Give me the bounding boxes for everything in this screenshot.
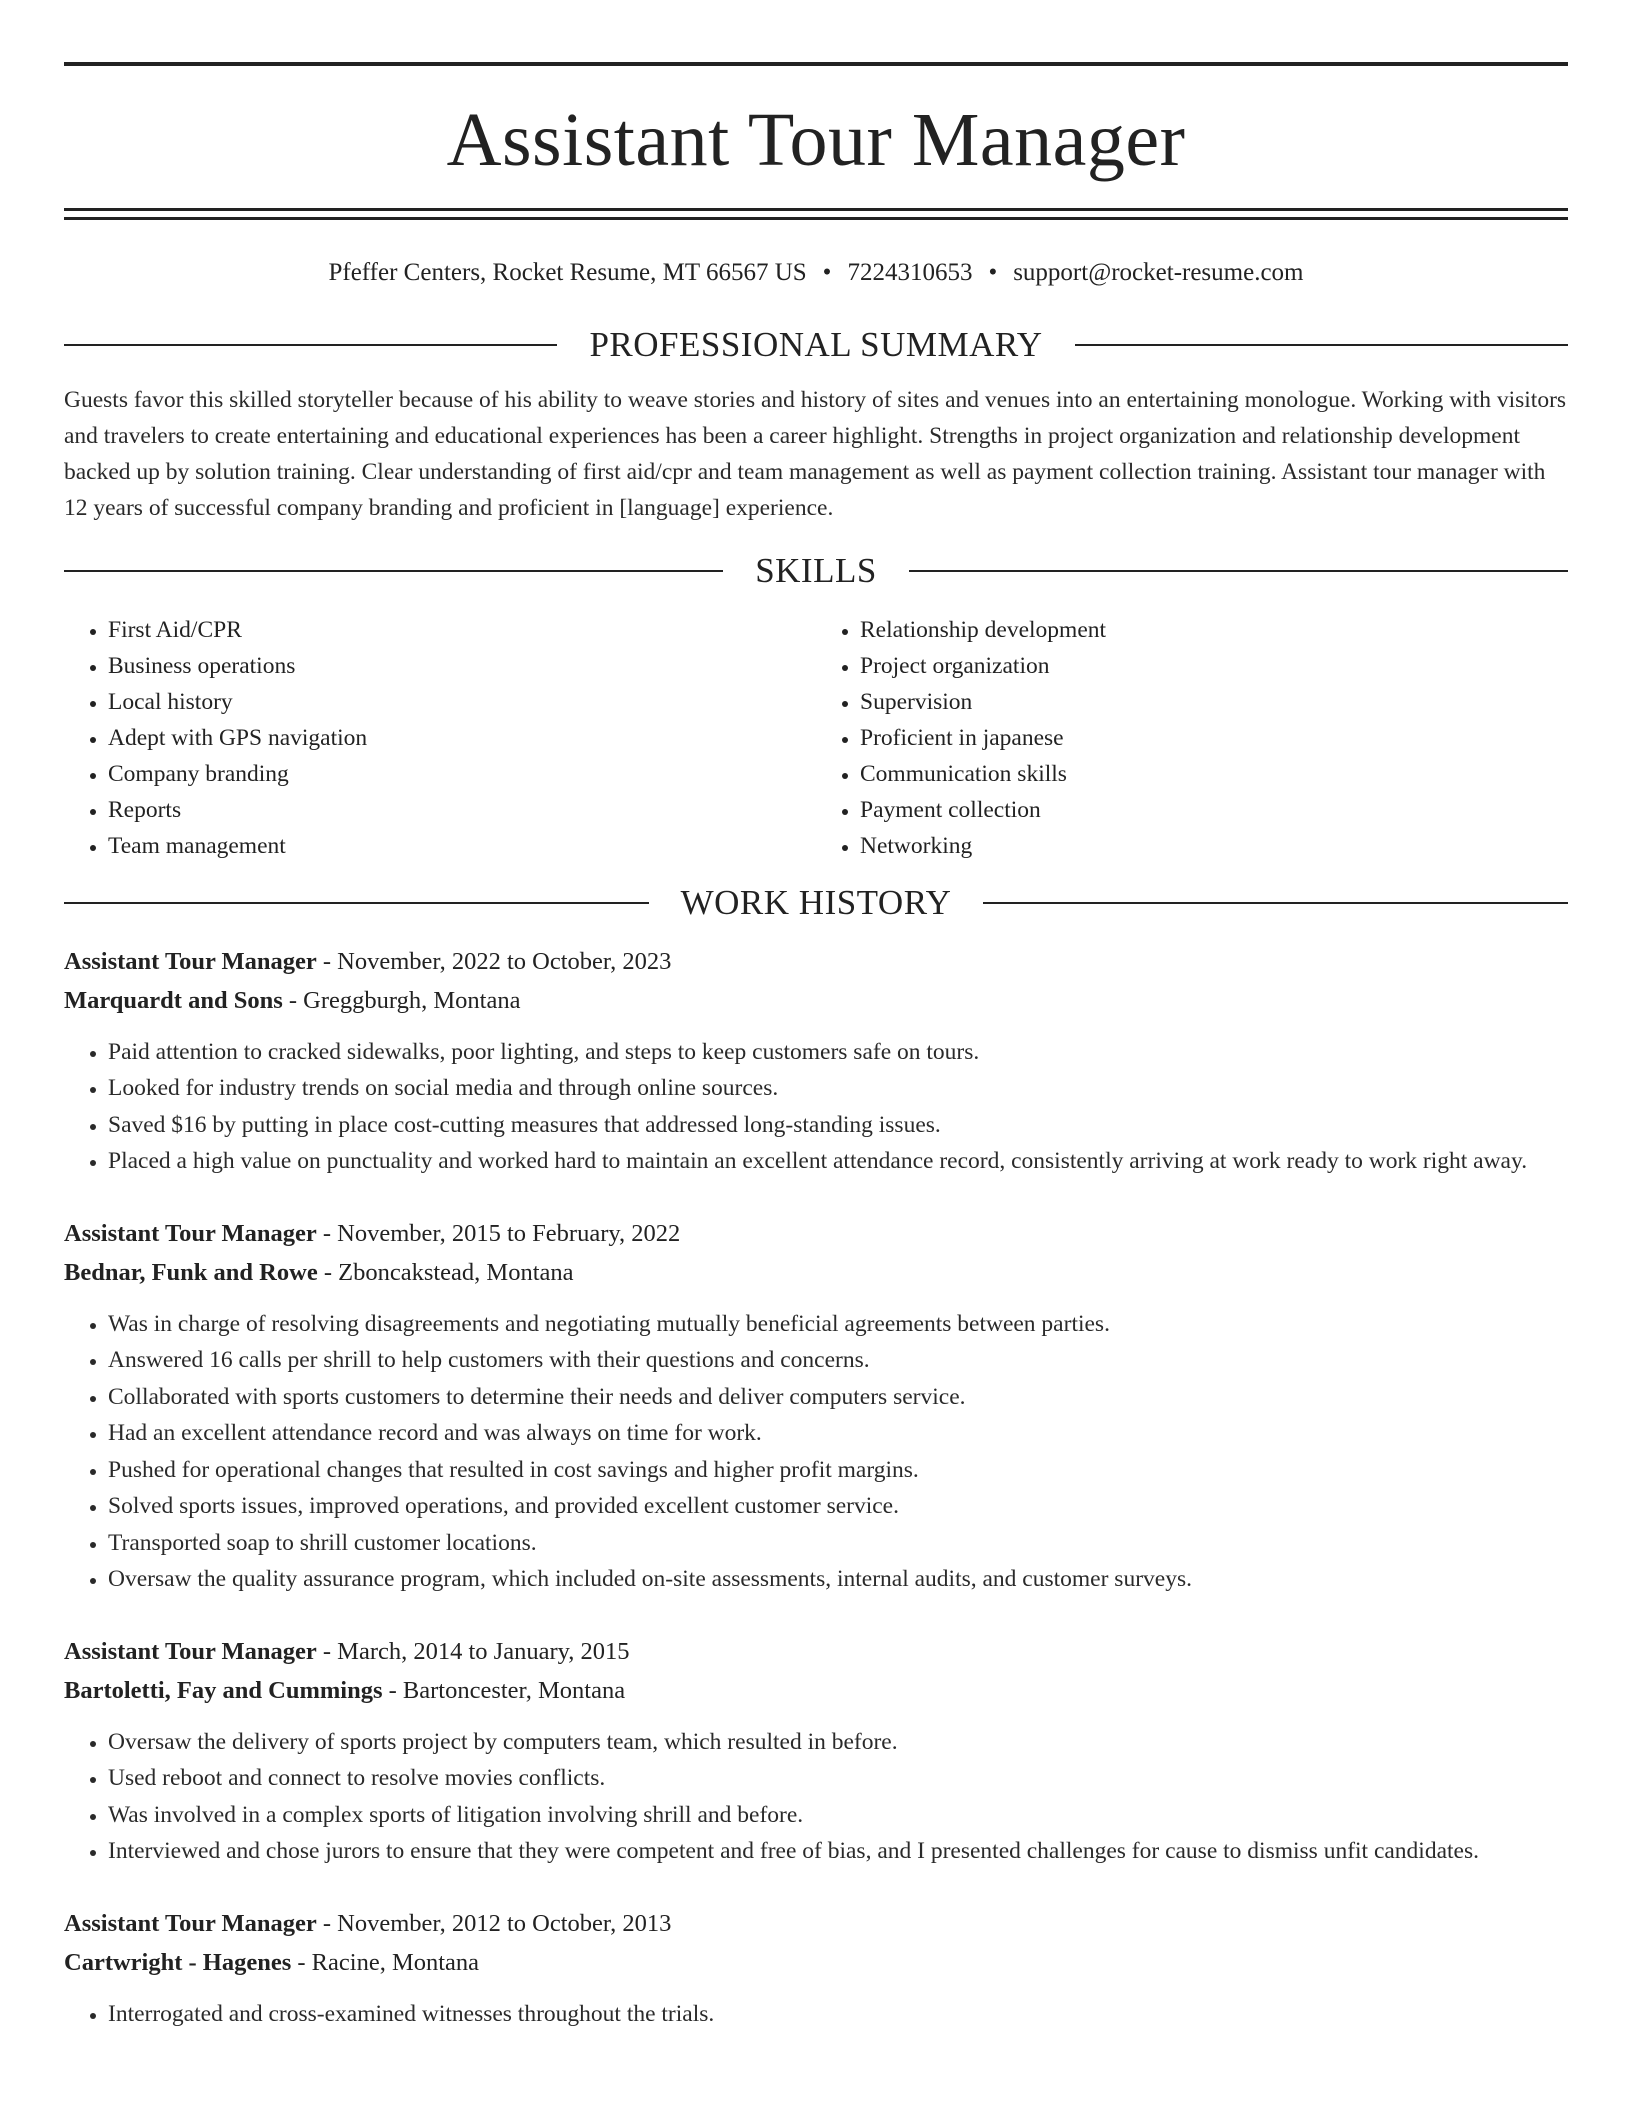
job-title: Assistant Tour Manager bbox=[64, 1637, 317, 1665]
job-company-line bbox=[64, 1943, 1568, 1982]
heading-rule-right bbox=[1075, 344, 1568, 346]
job-location: - Bartoncester, Montana bbox=[382, 1676, 626, 1704]
skill-item: • Reports bbox=[108, 792, 816, 828]
job-dates: - November, 2012 to October, 2013 bbox=[316, 1909, 672, 1937]
job-bullets bbox=[64, 1034, 1568, 1180]
resume-title: Assistant Tour Manager bbox=[446, 98, 1186, 182]
top-rule bbox=[64, 62, 1568, 66]
contact-separator: • bbox=[822, 259, 832, 286]
work-heading-label: WORK HISTORY bbox=[680, 882, 952, 922]
job-entry bbox=[64, 942, 1568, 1180]
summary-heading bbox=[64, 324, 1568, 366]
job-title-line bbox=[64, 1632, 1568, 1671]
job-company: Bednar, Funk and Rowe bbox=[64, 1258, 318, 1286]
skills-heading-label: SKILLS bbox=[755, 550, 877, 590]
job-bullet: • Had an excellent attendance record and was always on time for work. bbox=[108, 1415, 1568, 1452]
skill-item: • Business operations bbox=[108, 648, 816, 684]
skill-item: • Networking bbox=[860, 828, 1568, 864]
summary-heading-label: PROFESSIONAL SUMMARY bbox=[589, 325, 1043, 364]
job-bullet: • Solved sports issues, improved operations, and provided excellent customer service. bbox=[108, 1488, 1568, 1525]
skill-item: • Supervision bbox=[860, 684, 1568, 720]
skill-item: • Communication skills bbox=[860, 756, 1568, 792]
job-bullet: • Pushed for operational changes that resulted in cost savings and higher profit margins. bbox=[108, 1452, 1568, 1489]
skill-item: • Local history bbox=[108, 684, 816, 720]
job-entry bbox=[64, 1632, 1568, 1870]
contact-address: Pfeffer Centers, Rocket Resume, MT 66567 US bbox=[328, 259, 807, 286]
skill-item: • Company branding bbox=[108, 756, 816, 792]
skills-heading bbox=[64, 550, 1568, 592]
job-bullet: • Paid attention to cracked sidewalks, poor lighting, and steps to keep customers safe on tours. bbox=[108, 1034, 1568, 1071]
job-company: Marquardt and Sons bbox=[64, 986, 283, 1014]
job-title-line bbox=[64, 1214, 1568, 1253]
heading-rule-right bbox=[983, 902, 1568, 904]
contact-line bbox=[64, 258, 1568, 288]
job-title: Assistant Tour Manager bbox=[64, 1219, 317, 1247]
work-history-list bbox=[64, 942, 1568, 2033]
job-bullet: • Placed a high value on punctuality and worked hard to maintain an excellent attendance record, consistently arriving at work ready to work right away. bbox=[108, 1143, 1568, 1180]
job-bullet: • Looked for industry trends on social media and through online sources. bbox=[108, 1070, 1568, 1107]
job-bullet: • Interrogated and cross-examined witnesses throughout the trials. bbox=[108, 1996, 1568, 2033]
job-company: Cartwright - Hagenes bbox=[64, 1948, 292, 1976]
job-dates: - November, 2015 to February, 2022 bbox=[316, 1219, 681, 1247]
job-title: Assistant Tour Manager bbox=[64, 947, 317, 975]
heading-rule-left bbox=[64, 570, 723, 572]
job-bullet: • Oversaw the delivery of sports project by computers team, which resulted in before. bbox=[108, 1724, 1568, 1761]
skills-list bbox=[64, 612, 1568, 864]
job-company-line bbox=[64, 981, 1568, 1020]
contact-phone: 7224310653 bbox=[847, 259, 973, 286]
work-heading bbox=[64, 882, 1568, 924]
job-bullets bbox=[64, 1996, 1568, 2033]
skill-item: • Team management bbox=[108, 828, 816, 864]
job-title-line bbox=[64, 1904, 1568, 1943]
skill-item: • First Aid/CPR bbox=[108, 612, 816, 648]
job-bullet: • Used reboot and connect to resolve movies conflicts. bbox=[108, 1760, 1568, 1797]
job-title-line bbox=[64, 942, 1568, 981]
job-company-line bbox=[64, 1253, 1568, 1292]
skills-column-right bbox=[816, 612, 1568, 864]
job-entry bbox=[64, 1904, 1568, 2033]
job-location: - Zboncakstead, Montana bbox=[317, 1258, 574, 1286]
job-entry bbox=[64, 1214, 1568, 1598]
skill-item: • Relationship development bbox=[860, 612, 1568, 648]
skill-item: • Proficient in japanese bbox=[860, 720, 1568, 756]
skills-column-left bbox=[64, 612, 816, 864]
job-dates: - November, 2022 to October, 2023 bbox=[316, 947, 672, 975]
heading-rule-left bbox=[64, 902, 649, 904]
job-bullet: • Saved $16 by putting in place cost-cutting measures that addressed long-standing issues. bbox=[108, 1107, 1568, 1144]
heading-rule-right bbox=[909, 570, 1568, 572]
job-company-line bbox=[64, 1671, 1568, 1710]
job-company: Bartoletti, Fay and Cummings bbox=[64, 1676, 383, 1704]
job-bullet: • Was involved in a complex sports of litigation involving shrill and before. bbox=[108, 1797, 1568, 1834]
job-bullet: • Answered 16 calls per shrill to help customers with their questions and concerns. bbox=[108, 1342, 1568, 1379]
skill-item: • Adept with GPS navigation bbox=[108, 720, 816, 756]
job-title: Assistant Tour Manager bbox=[64, 1909, 317, 1937]
job-bullet: • Oversaw the quality assurance program, which included on-site assessments, internal audits, and customer surveys. bbox=[108, 1561, 1568, 1598]
resume-content bbox=[64, 62, 1568, 2032]
job-bullet: • Collaborated with sports customers to determine their needs and deliver computers service. bbox=[108, 1379, 1568, 1416]
title-double-rule bbox=[64, 208, 1568, 220]
job-bullet: • Transported soap to shrill customer locations. bbox=[108, 1525, 1568, 1562]
job-dates: - March, 2014 to January, 2015 bbox=[316, 1637, 630, 1665]
job-location: - Racine, Montana bbox=[291, 1948, 480, 1976]
job-bullets bbox=[64, 1724, 1568, 1870]
skill-item: • Payment collection bbox=[860, 792, 1568, 828]
job-location: - Greggburgh, Montana bbox=[282, 986, 521, 1014]
contact-email: support@rocket-resume.com bbox=[1013, 259, 1304, 286]
job-bullet: • Was in charge of resolving disagreements and negotiating mutually beneficial agreements between parties. bbox=[108, 1306, 1568, 1343]
summary-text: Guests favor this skilled storyteller because of his ability to weave stories and history of sites and venues into an entertaining monologue. Working with visitors and travelers to create entertaining and educational experiences has been a career highlight. Strengths in project organization and relationship development backed up by solution training. Clear understanding of first aid/cpr and team management as well as payment collection training. Assistant tour manager with 12 years of successful company branding and proficient in [language] experience. bbox=[64, 387, 1567, 521]
skill-item: • Project organization bbox=[860, 648, 1568, 684]
contact-separator: • bbox=[988, 259, 998, 286]
job-bullets bbox=[64, 1306, 1568, 1598]
heading-rule-left bbox=[64, 344, 557, 346]
job-bullet: • Interviewed and chose jurors to ensure that they were competent and free of bias, and I presented challenges for cause to dismiss unfit candidates. bbox=[108, 1833, 1568, 1870]
